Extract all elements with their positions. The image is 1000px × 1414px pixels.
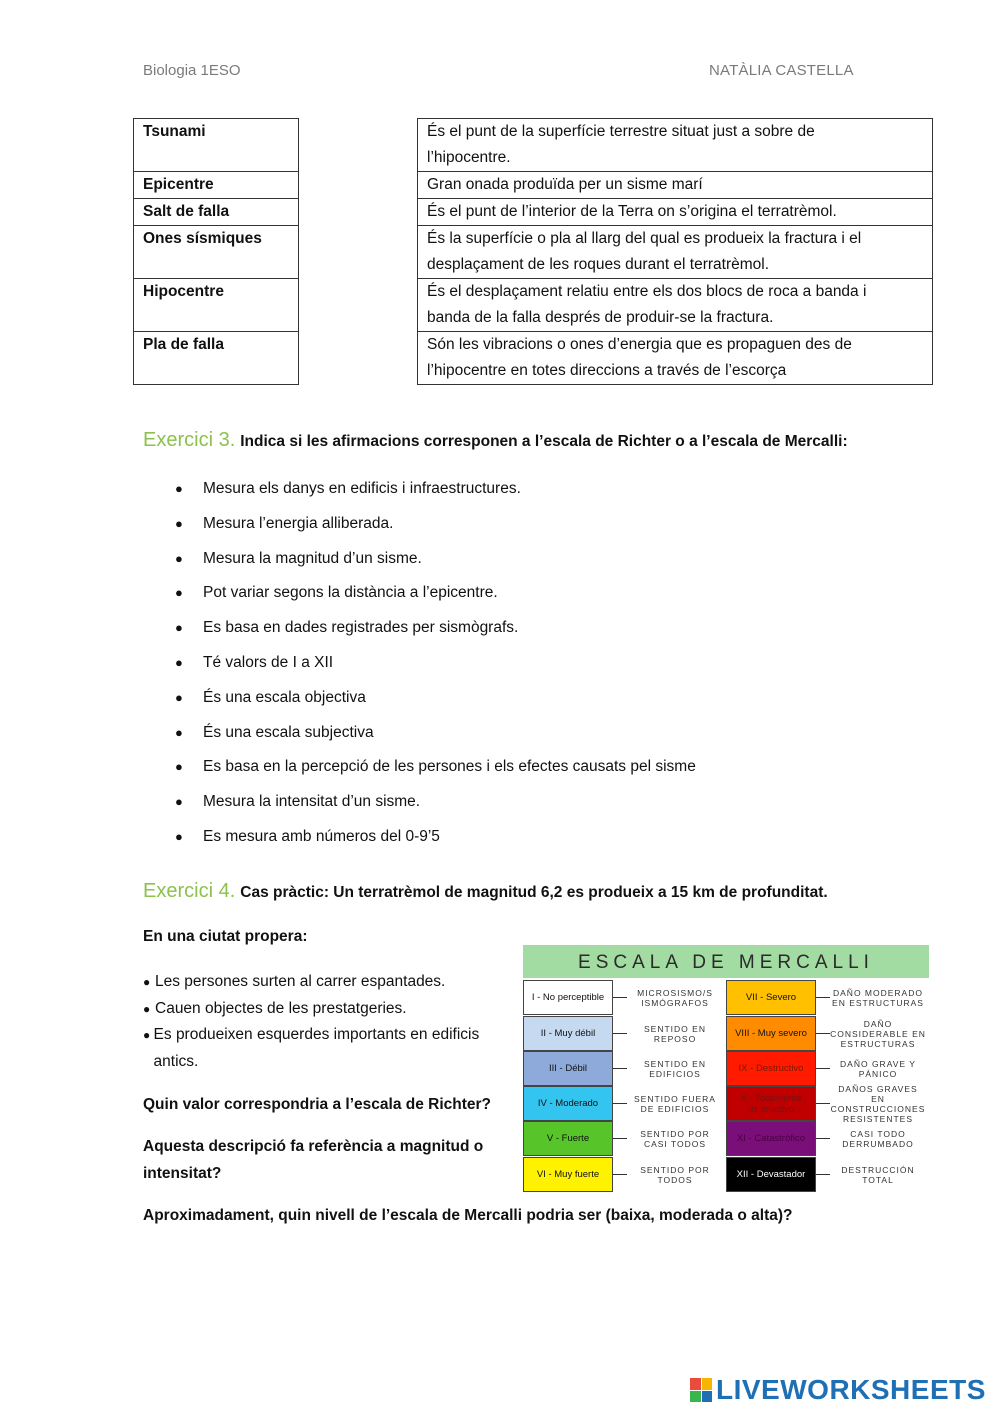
list-item[interactable] — [175, 582, 696, 617]
mercalli-level-row — [726, 1121, 929, 1156]
list-item[interactable] — [175, 478, 696, 513]
definitions-table — [417, 118, 933, 385]
definition-cell[interactable] — [418, 119, 933, 172]
bullet-icon: ● — [143, 975, 151, 989]
observation-text: Es produeixen esquerdes importants en edificis antics. — [153, 1026, 480, 1070]
definition-line: desplaçament de les roques durant el terratrèmol. — [427, 256, 770, 273]
mercalli-level-row — [523, 1051, 726, 1086]
mercalli-level-description: MICROSISMO/S ISMÓGRAFOS — [637, 987, 713, 1008]
mercalli-level-row — [726, 980, 929, 1015]
definition-cell[interactable] — [418, 332, 933, 385]
connector-line — [816, 1103, 830, 1104]
definition-cell[interactable] — [418, 172, 933, 199]
definition-line: És el punt de la superfície terrestre situat just a sobre de — [427, 123, 815, 140]
mercalli-level-label: IV - Moderado — [523, 1086, 613, 1121]
statement-text: Pot variar segons la distància a l’epicentre. — [203, 584, 498, 602]
bullet-icon: ● — [175, 515, 183, 531]
mercalli-level-label: XI - Catastrófico — [726, 1121, 816, 1156]
list-item[interactable] — [175, 687, 696, 722]
statement-text: És una escala subjectiva — [203, 723, 374, 741]
mercalli-level-row — [726, 1051, 929, 1086]
bullet-icon: ● — [175, 585, 183, 601]
exercise-number: Exercici 4. — [143, 880, 236, 902]
mercalli-level-row — [726, 1016, 929, 1051]
connector-line — [613, 1103, 627, 1104]
mercalli-level-description: SENTIDO EN EDIFICIOS — [644, 1058, 706, 1079]
mercalli-level-description: SENTIDO POR CASI TODOS — [640, 1128, 710, 1149]
statement-text: Es mesura amb números del 0-9’5 — [203, 827, 440, 845]
term-cell[interactable]: Ones sísmiques — [134, 226, 299, 279]
exercise-3-title — [143, 429, 848, 452]
mercalli-level-label: I - No perceptible — [523, 980, 613, 1015]
mercalli-level-description: SENTIDO EN REPOSO — [644, 1023, 706, 1044]
list-item[interactable] — [175, 513, 696, 548]
definition-line: l’hipocentre en totes direccions a través de l’escorça — [427, 362, 787, 379]
definition-cell[interactable] — [418, 279, 933, 332]
definition-cell[interactable] — [418, 199, 933, 226]
observation-text: Les persones surten al carrer espantades. — [155, 973, 446, 990]
liveworksheets-logo — [690, 1374, 986, 1406]
statement-text: Mesura la magnitud d’un sisme. — [203, 549, 422, 567]
exercise-instruction: Cas pràctic: Un terratrèmol de magnitud 6,2 es produeix a 15 km de profunditat. — [240, 884, 828, 901]
connector-line — [613, 997, 627, 998]
list-item[interactable] — [175, 722, 696, 757]
bullet-icon: ● — [175, 828, 183, 844]
list-item[interactable] — [175, 548, 696, 583]
mercalli-level-label: II - Muy débil — [523, 1016, 613, 1051]
mercalli-level-row — [523, 1157, 726, 1192]
definition-cell[interactable] — [418, 226, 933, 279]
statement-text: Mesura l’energia alliberada. — [203, 514, 394, 532]
header-author: NATÀLIA CASTELLA — [709, 62, 854, 79]
liveworksheets-icon — [690, 1378, 712, 1402]
term-cell[interactable]: Epicentre — [134, 172, 299, 199]
definition-line: És la superfície o pla al llarg del qual es produeix la fractura i el — [427, 230, 862, 247]
connector-line — [816, 1068, 830, 1069]
bullet-icon: ● — [175, 794, 183, 810]
statement-text: Té valors de I a XII — [203, 653, 334, 671]
statement-text: Es basa en dades registrades per sismògrafs. — [203, 619, 519, 637]
list-item — [143, 1022, 483, 1075]
connector-line — [816, 997, 830, 998]
observation-text: Cauen objectes de les prestatgeries. — [155, 999, 407, 1017]
connector-line — [613, 1033, 627, 1034]
brand-name: LIVEWORKSHEETS — [716, 1374, 986, 1405]
definition-line: És el desplaçament relatiu entre els dos blocs de roca a banda i — [427, 283, 867, 300]
mercalli-level-description: DESTRUCCIÓN TOTAL — [841, 1164, 915, 1185]
term-cell[interactable]: Salt de falla — [134, 199, 299, 226]
mercalli-level-label: XII - Devastador — [726, 1157, 816, 1192]
statement-text: Mesura la intensitat d’un sisme. — [203, 793, 421, 811]
mercalli-level-row — [726, 1083, 929, 1124]
term-cell[interactable]: Hipocentre — [134, 279, 299, 332]
question-richter: Quin valor correspondria a l’escala de Richter? — [143, 1096, 492, 1113]
mercalli-level-description: DAÑO CONSIDERABLE EN ESTRUCTURAS — [830, 1018, 926, 1049]
terms-table — [133, 118, 299, 385]
mercalli-level-label: IX - Destructivo — [726, 1051, 816, 1086]
bullet-icon: ● — [175, 481, 183, 496]
bullet-icon: ● — [175, 654, 183, 670]
mercalli-level-description: DAÑO GRAVE Y PÁNICO — [840, 1058, 916, 1079]
definition-line: banda de la falla després de produir-se la fractura. — [427, 309, 774, 326]
definition-line: És el punt de l’interior de la Terra on s’origina el terratrèmol. — [427, 203, 837, 220]
definition-line: Gran onada produïda per un sisme marí — [427, 176, 703, 193]
mercalli-level-description: SENTIDO POR TODOS — [640, 1164, 710, 1185]
mercalli-level-row — [523, 1016, 726, 1051]
bullet-icon: ● — [143, 1028, 151, 1042]
header-subject: Biologia 1ESO — [143, 62, 241, 79]
bullet-icon: ● — [143, 1001, 151, 1016]
connector-line — [613, 1138, 627, 1139]
statement-text: Mesura els danys en edificis i infraestructures. — [203, 480, 521, 497]
observations-list — [143, 969, 483, 1075]
mercalli-level-label: V - Fuerte — [523, 1121, 613, 1156]
mercalli-level-description: CASI TODO DERRUMBADO — [842, 1128, 914, 1149]
case-subtitle: En una ciutat propera: — [143, 928, 308, 945]
statement-text: És una escala objectiva — [203, 688, 366, 706]
bullet-icon: ● — [175, 724, 183, 740]
bullet-icon: ● — [175, 759, 183, 775]
mercalli-title: ESCALA DE MERCALLI — [523, 945, 929, 978]
definition-line: Són les vibracions o ones d’energia que es propaguen des de — [427, 336, 852, 353]
mercalli-level-label: X - Totalmente destructivo — [726, 1086, 816, 1121]
mercalli-level-row — [726, 1157, 929, 1192]
exercise-3-list — [175, 478, 696, 861]
exercise-instruction: Indica si les afirmacions corresponen a l’escala de Richter o a l’escala de Mercalli: — [240, 433, 848, 450]
list-item[interactable] — [175, 756, 696, 791]
mercalli-level-description: DAÑOS GRAVES EN CONSTRUCCIONES RESISTENTES — [830, 1083, 926, 1124]
bullet-icon: ● — [175, 620, 183, 636]
mercalli-level-label: VI - Muy fuerte — [523, 1157, 613, 1192]
list-item — [143, 969, 483, 996]
statement-text: Es basa en la percepció de les persones i els efectes causats pel sisme — [203, 758, 696, 776]
term-cell[interactable]: Tsunami — [134, 119, 299, 172]
bullet-icon: ● — [175, 689, 183, 705]
mercalli-level-row — [523, 1121, 726, 1156]
list-item — [143, 996, 483, 1023]
list-item[interactable] — [175, 652, 696, 687]
definition-line: l’hipocentre. — [427, 149, 511, 166]
connector-line — [816, 1138, 830, 1139]
list-item[interactable] — [175, 791, 696, 826]
question-mercalli-level: Aproximadament, quin nivell de l’escala de Mercalli podria ser (baixa, moderada o alta)? — [143, 1207, 793, 1224]
connector-line — [613, 1174, 627, 1175]
question-magnitude-intensity: Aquesta descripció fa referència a magnitud o intensitat? — [143, 1138, 484, 1182]
mercalli-scale-figure — [523, 945, 929, 1198]
mercalli-level-row — [523, 980, 726, 1015]
mercalli-level-label: III - Débil — [523, 1051, 613, 1086]
mercalli-level-description: SENTIDO FUERA DE EDIFICIOS — [634, 1093, 716, 1114]
list-item[interactable] — [175, 826, 696, 861]
mercalli-level-label: VIII - Muy severo — [726, 1016, 816, 1051]
bullet-icon: ● — [175, 550, 183, 566]
connector-line — [613, 1068, 627, 1069]
connector-line — [816, 1033, 830, 1034]
mercalli-level-label: VII - Severo — [726, 980, 816, 1015]
connector-line — [816, 1174, 830, 1175]
mercalli-level-row — [523, 1086, 726, 1121]
list-item[interactable] — [175, 617, 696, 652]
exercise-number: Exercici 3. — [143, 429, 236, 451]
mercalli-level-description: DAÑO MODERADO EN ESTRUCTURAS — [832, 987, 924, 1008]
exercise-4-title — [143, 880, 828, 903]
term-cell[interactable]: Pla de falla — [134, 332, 299, 385]
